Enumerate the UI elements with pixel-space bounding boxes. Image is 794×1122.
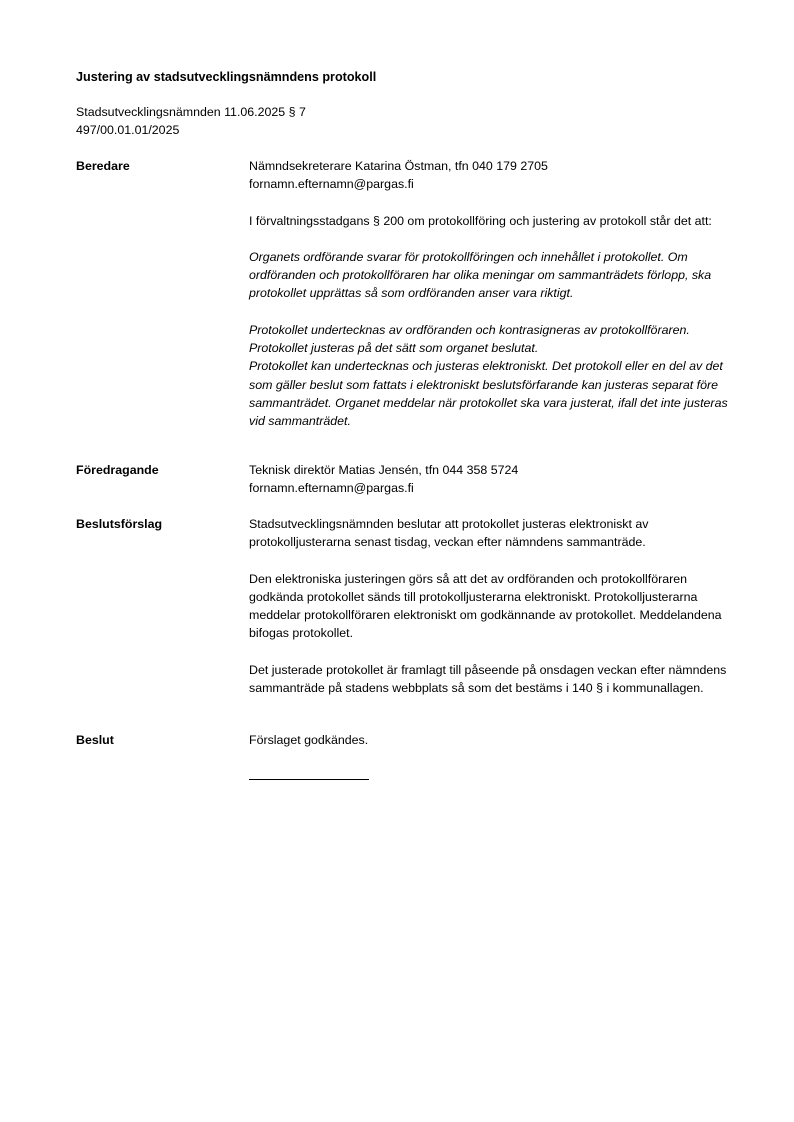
beslutsforslag-section: [249, 515, 744, 697]
meeting-meta: [76, 103, 306, 140]
meeting-info: Stadsutvecklingsnämnden 11.06.2025 § 7: [76, 105, 306, 119]
beslut-text: Förslaget godkändes.: [249, 733, 369, 747]
beredare-name: Nämndsekreterare Katarina Östman, tfn 040 179 2705: [249, 159, 548, 173]
foredragande-name: Teknisk direktör Matias Jensén, tfn 044 358 5724: [249, 463, 519, 477]
beredare-intro: I förvaltningsstadgans § 200 om protokollföring och justering av protokoll står det att:: [249, 213, 712, 228]
beredare-quote-2b: Protokollet kan undertecknas och justeras elektroniskt. Det protokoll eller en del av det som gäller beslut som fattats i elektroniskt beslutsförfarande kan justeras separat före sammanträdet. Organet meddelar när protokollet ska vara justerat, ifall det inte justeras vid sammanträdet.: [249, 359, 728, 429]
beredare-quote-1: Organets ordförande svarar för protokollföringen och innehållet i protokollet. Om ordföranden och protokollföraren har olika meningar om sammanträdets förlopp, ska protokollet upprättas så som ordföranden anser vara riktigt.: [249, 249, 712, 301]
beslutsforslag-p2: Den elektroniska justeringen görs så att det av ordföranden och protokollföraren godkända protokollet sänds till protokolljusterarna elektroniskt. Protokolljusterarna meddelar protokollföraren elektroniskt om godkännande av protokollet. Meddelandena bifogas protokollet.: [249, 571, 722, 641]
reference-number: 497/00.01.01/2025: [76, 123, 180, 138]
beredare-quote-2a: Protokollet undertecknas av ordföranden och kontrasigneras av protokollföraren. Protokollet justeras på det sätt som organet beslutat.: [249, 322, 690, 356]
end-separator-line: [249, 779, 369, 780]
beslutsforslag-label: Beslutsförslag: [76, 517, 163, 531]
beredare-email: fornamn.efternamn@pargas.fi: [249, 177, 414, 192]
beredare-section: [249, 157, 744, 431]
foredragande-email: fornamn.efternamn@pargas.fi: [249, 481, 414, 496]
beredare-label: Beredare: [76, 159, 130, 173]
beslut-label: Beslut: [76, 733, 114, 747]
foredragande-section: [249, 461, 744, 498]
beslut-section: [249, 731, 744, 749]
foredragande-label: Föredragande: [76, 463, 159, 477]
beslutsforslag-p1: Stadsutvecklingsnämnden beslutar att protokollet justeras elektroniskt av protokolljusterarna senast tisdag, veckan efter nämndens sammanträde.: [249, 517, 649, 550]
document-title: Justering av stadsutvecklingsnämndens protokoll: [76, 70, 377, 84]
beslutsforslag-p3: Det justerade protokollet är framlagt till påseende på onsdagen veckan efter nämndens sammanträde på stadens webbplats så som det bestäms i 140 § i kommunallagen.: [249, 662, 727, 696]
